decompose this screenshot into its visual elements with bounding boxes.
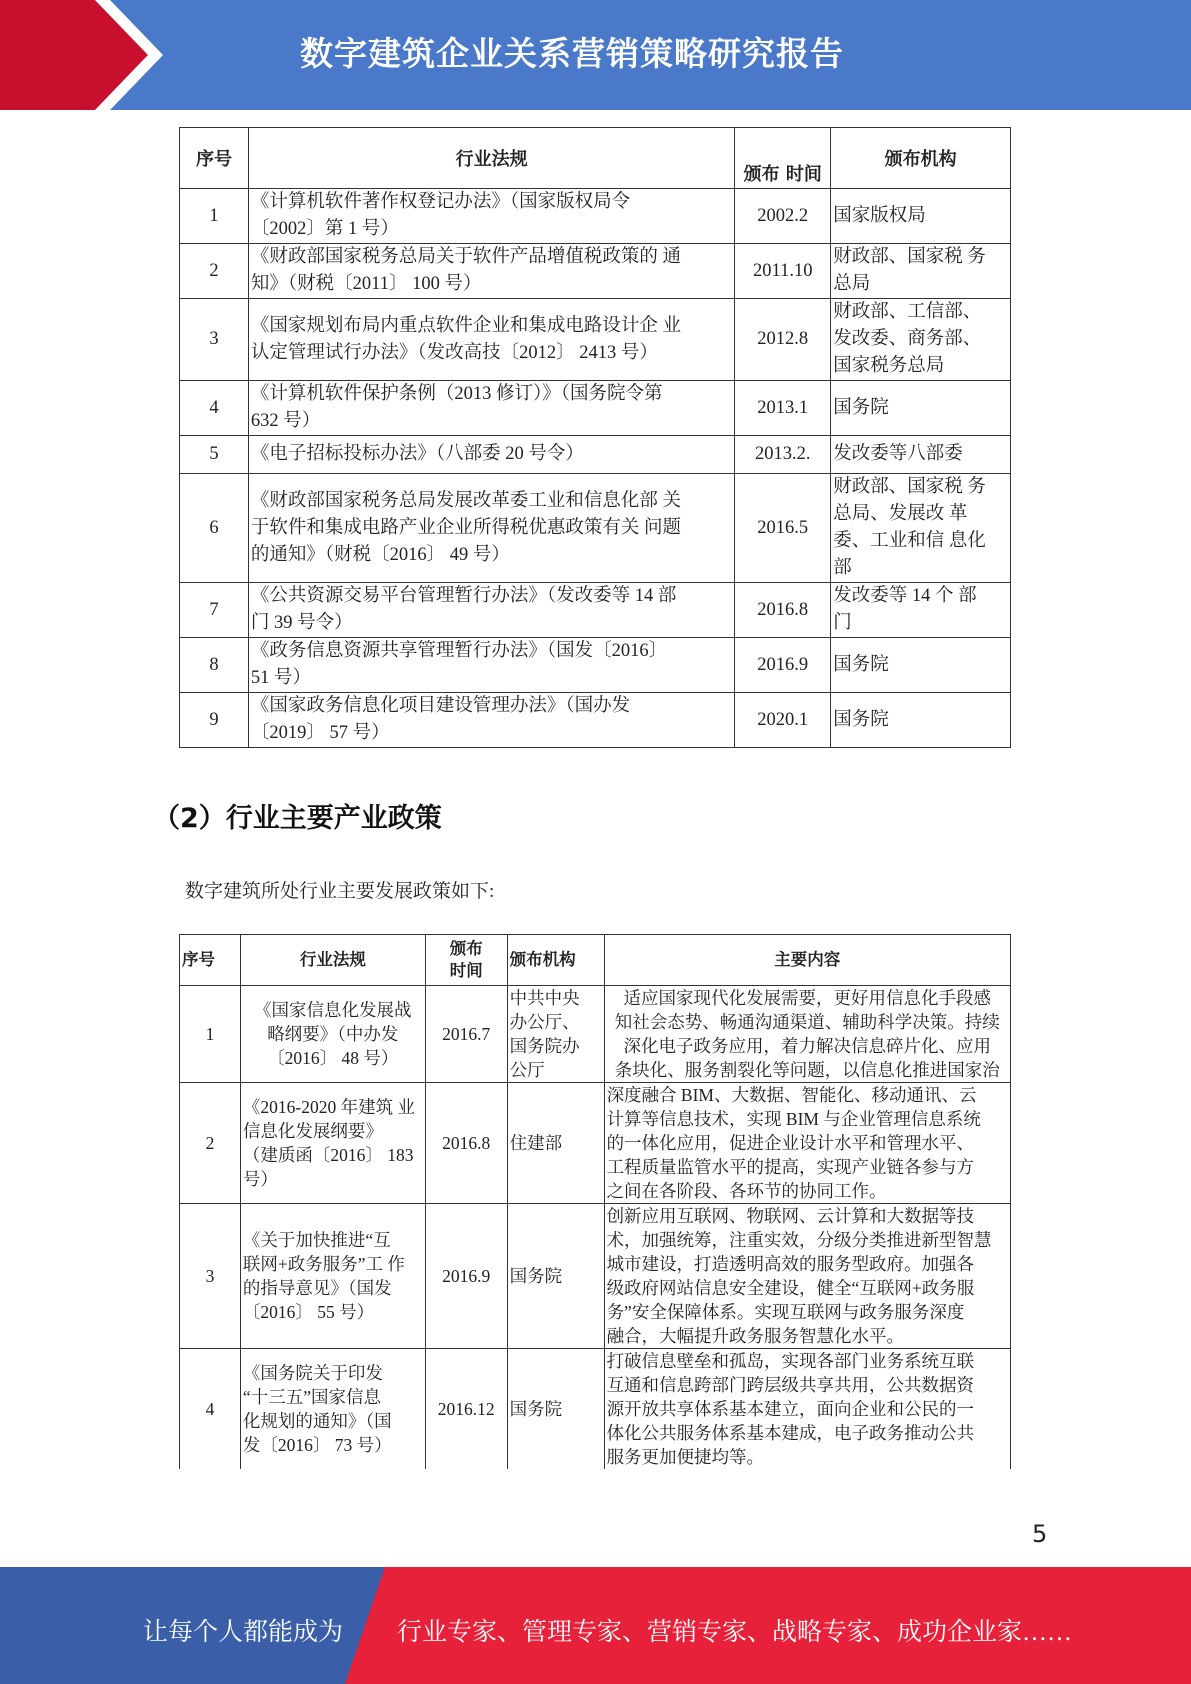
text-line: 发改委等八部委 [833, 444, 963, 464]
cell-no: 1 [180, 189, 249, 244]
cell-date: 2016.7 [425, 986, 507, 1083]
col-header-content: 主要内容 [604, 935, 1010, 986]
table-row [180, 244, 1011, 299]
text-line: 发改委等 14 个 部 [833, 586, 977, 606]
text-line: 《国务院关于印发 [242, 1363, 383, 1383]
cell-date: 2020.1 [735, 693, 831, 748]
col-header-law: 行业法规 [240, 935, 425, 986]
col-header-date: 颁布 时间 [735, 128, 831, 189]
text-line: 务”安全保障体系。实现互联网与政务服务深度 [606, 1302, 965, 1322]
cell-org [507, 1349, 604, 1470]
cell-no: 9 [180, 693, 249, 748]
text-line: 部 [833, 558, 852, 578]
text-line: 略纲要》（中办发 [267, 1024, 399, 1044]
text-line: 深化电子政务应用，着力解决信息碎片化、应用 [623, 1036, 992, 1056]
text-line: 之间在各阶段、各环节的协同工作。 [606, 1181, 887, 1201]
text-line: 国务院 [833, 654, 889, 675]
text-line: 〔2019〕 57 号） [250, 723, 390, 743]
cell-org [831, 583, 1011, 638]
text-line: 总局 [833, 274, 871, 294]
cell-no: 3 [180, 299, 249, 381]
cell-law [240, 1349, 425, 1470]
text-line: 国家税务总局 [833, 356, 945, 376]
cell-no: 5 [180, 436, 249, 474]
col-header-org: 颁布机构 [831, 128, 1011, 189]
text-line: 计算等信息技术，实现 BIM 与企业管理信息系统 [606, 1109, 981, 1129]
cell-no: 4 [180, 1349, 241, 1470]
cell-no: 1 [180, 986, 241, 1083]
text-line: 国务院 [509, 1266, 563, 1286]
cell-date: 2013.1 [735, 381, 831, 436]
text-line: 门 39 号令） [250, 613, 353, 633]
col-header-date: 颁布 时间 [425, 935, 507, 986]
text-line: 发改委、商务部、 [833, 329, 982, 349]
cell-org [831, 474, 1011, 583]
col-header-no: 序号 [180, 128, 249, 189]
footer-slogan-left: 让每个人都能成为 [143, 1619, 344, 1646]
cell-law [248, 189, 734, 244]
cell-content [604, 1204, 1010, 1349]
table-header-row [180, 935, 1011, 986]
text-line: 知社会态势、畅通沟通渠道、辅助科学决策。持续 [614, 1012, 1000, 1032]
text-line: （建质函〔2016〕 183 [242, 1145, 414, 1165]
policies-table [179, 934, 1011, 1469]
header-banner [0, 0, 1191, 110]
text-line: 于软件和集成电路产业企业所得税优惠政策有关 问题 [250, 517, 682, 538]
cell-org [507, 1204, 604, 1349]
cell-content [604, 1349, 1010, 1470]
cell-law [240, 1083, 425, 1204]
text-line: 国家版权局 [833, 205, 926, 226]
col-header-law: 行业法规 [248, 128, 734, 189]
text-line: 财政部、国家税 务 [833, 247, 986, 267]
text-line: 服务更加便捷均等。 [606, 1447, 765, 1467]
cell-no: 8 [180, 638, 249, 693]
cell-no: 6 [180, 474, 249, 583]
text-line: 国务院 [833, 709, 889, 730]
cell-no: 4 [180, 381, 249, 436]
cell-date: 2016.5 [735, 474, 831, 583]
text-line: 公厅 [509, 1060, 545, 1080]
table-row [180, 299, 1011, 381]
table-row [180, 1204, 1011, 1349]
text-line: 术，加强统筹，注重实效，分级分类推进新型智慧 [606, 1230, 992, 1250]
text-line: 财政部、国家税 务 [833, 477, 986, 497]
text-line: 深度融合 BIM、大数据、智能化、移动通讯、云 [606, 1085, 977, 1105]
text-line: 《电子招标投标办法》（八部委 20 号令） [250, 444, 584, 464]
text-line: 创新应用互联网、物联网、云计算和大数据等技 [606, 1206, 975, 1226]
text-line: 《国家规划布局内重点软件企业和集成电路设计企 业 [250, 315, 682, 336]
cell-org [507, 986, 604, 1083]
table-row [180, 986, 1011, 1083]
cell-no: 7 [180, 583, 249, 638]
table-row [180, 583, 1011, 638]
text-line: 《公共资源交易平台管理暂行办法》（发改委等 14 部 [250, 586, 677, 606]
cell-org [831, 381, 1011, 436]
table-row [180, 474, 1011, 583]
text-line: 打破信息壁垒和孤岛，实现各部门业务系统互联 [606, 1351, 975, 1371]
cell-date: 2016.12 [425, 1349, 507, 1470]
text-line: 〔2002〕第 1 号） [250, 219, 399, 239]
table-row [180, 189, 1011, 244]
text-line: 《国家政务信息化项目建设管理办法》（国办发 [250, 696, 631, 716]
text-line: 信息化发展纲要》 [242, 1121, 383, 1141]
text-line: 《关于加快推进“互 [242, 1230, 391, 1250]
cell-date: 2016.8 [425, 1083, 507, 1204]
cell-law [248, 693, 734, 748]
text-line: 国务院 [833, 397, 889, 418]
cell-law [248, 381, 734, 436]
cell-date: 2016.9 [735, 638, 831, 693]
cell-org [831, 693, 1011, 748]
text-line: 《财政部国家税务总局关于软件产品增值税政策的 通 [250, 247, 682, 267]
text-line: 号） [242, 1169, 278, 1189]
text-line: 《2016-2020 年建筑 业 [242, 1097, 415, 1117]
text-line: 级政府网站信息安全建设，健全“互联网+政务服 [606, 1278, 975, 1298]
cell-law [240, 986, 425, 1083]
table-row [180, 693, 1011, 748]
text-line: “十三五”国家信息 [242, 1387, 381, 1407]
intro-text: 数字建筑所处行业主要发展政策如下: [185, 881, 495, 902]
text-line: 《计算机软件著作权登记办法》（国家版权局令 [250, 192, 631, 212]
cell-law [248, 474, 734, 583]
cell-content [604, 986, 1010, 1083]
cell-law [248, 436, 734, 474]
page-number: 5 [1032, 1520, 1048, 1548]
cell-no: 2 [180, 1083, 241, 1204]
text-line: 国务院 [509, 1399, 563, 1419]
footer-slogan-right: 行业专家、管理专家、营销专家、战略专家、成功企业家…… [397, 1619, 1073, 1646]
cell-law [248, 299, 734, 381]
header-title: 数字建筑企业关系营销策略研究报告 [300, 34, 844, 73]
text-line: 联网+政务服务”工 作 [242, 1254, 405, 1274]
text-line: 条块化、服务割裂化等问题，以信息化推进国家治 [614, 1060, 1000, 1080]
text-line: 的指导意见》（国发 [242, 1278, 392, 1298]
regulations-table [179, 127, 1011, 748]
col-header-org: 颁布机构 [507, 935, 604, 986]
text-line: 51 号） [250, 668, 312, 688]
cell-content [604, 1083, 1010, 1204]
text-line: 的通知》（财税〔2016〕 49 号） [250, 544, 510, 565]
cell-law [248, 638, 734, 693]
cell-date: 2016.9 [425, 1204, 507, 1349]
cell-org [831, 299, 1011, 381]
cell-org [507, 1083, 604, 1204]
text-line: 融合，大幅提升政务服务智慧化水平。 [606, 1326, 905, 1346]
text-line: 《计算机软件保护条例（2013 修订）》（国务院令第 [250, 384, 663, 404]
text-line: 发〔2016〕 73 号） [242, 1435, 392, 1455]
text-line: 工程质量监管水平的提高，实现产业链各参与方 [606, 1157, 975, 1177]
text-line: 源开放共享体系基本建立，面向企业和公民的一 [606, 1399, 975, 1419]
text-line: 632 号） [250, 411, 321, 431]
cell-law [240, 1204, 425, 1349]
col-header-no: 序号 [180, 935, 241, 986]
cell-date: 2013.2. [735, 436, 831, 474]
cell-date: 2011.10 [735, 244, 831, 299]
cell-no: 2 [180, 244, 249, 299]
text-line: 总局、发展改 革 [833, 504, 968, 524]
table-row [180, 381, 1011, 436]
text-line: 住建部 [509, 1133, 563, 1153]
text-line: 〔2016〕 48 号） [267, 1048, 399, 1068]
cell-org [831, 436, 1011, 474]
text-line: 《财政部国家税务总局发展改革委工业和信息化部 关 [250, 490, 682, 511]
table-row [180, 1083, 1011, 1204]
text-line: 互通和信息跨部门跨层级共享共用，公共数据资 [606, 1375, 975, 1395]
text-line: 〔2016〕 55 号） [242, 1302, 375, 1322]
text-line: 知》（财税〔2011〕 100 号） [250, 274, 482, 294]
cell-no: 3 [180, 1204, 241, 1349]
text-line: 的一体化应用，促进企业设计水平和管理水平、 [606, 1133, 975, 1153]
cell-date: 2016.8 [735, 583, 831, 638]
cell-org [831, 244, 1011, 299]
text-line: 委、工业和信 息化 [833, 531, 986, 551]
text-line: 化规划的通知》（国 [242, 1411, 392, 1431]
table-row [180, 638, 1011, 693]
text-line: 《国家信息化发展战 [254, 1000, 412, 1020]
section-title: （2）行业主要产业政策 [153, 803, 442, 834]
cell-date: 2012.8 [735, 299, 831, 381]
table-row [180, 436, 1011, 474]
cell-org [831, 638, 1011, 693]
text-line: 《政务信息资源共享管理暂行办法》（国发〔2016〕 [250, 641, 668, 661]
text-line: 国务院办 [509, 1036, 580, 1056]
text-line: 中共中央 [509, 988, 580, 1008]
cell-law [248, 583, 734, 638]
cell-org [831, 189, 1011, 244]
text-line: 城市建设，打造透明高效的服务型政府。加强各 [606, 1254, 975, 1274]
table-row [180, 1349, 1011, 1470]
cell-date: 2002.2 [735, 189, 831, 244]
text-line: 体化公共服务体系基本建成，电子政务推动公共 [606, 1423, 975, 1443]
text-line: 办公厅、 [509, 1012, 580, 1032]
text-line: 门 [833, 613, 852, 633]
text-line: 财政部、工信部、 [833, 302, 982, 322]
text-line: 认定管理试行办法》（发改高技〔2012〕 2413 号） [250, 342, 658, 363]
table-header-row [180, 128, 1011, 189]
cell-law [248, 244, 734, 299]
text-line: 适应国家现代化发展需要，更好用信息化手段感 [623, 988, 992, 1008]
